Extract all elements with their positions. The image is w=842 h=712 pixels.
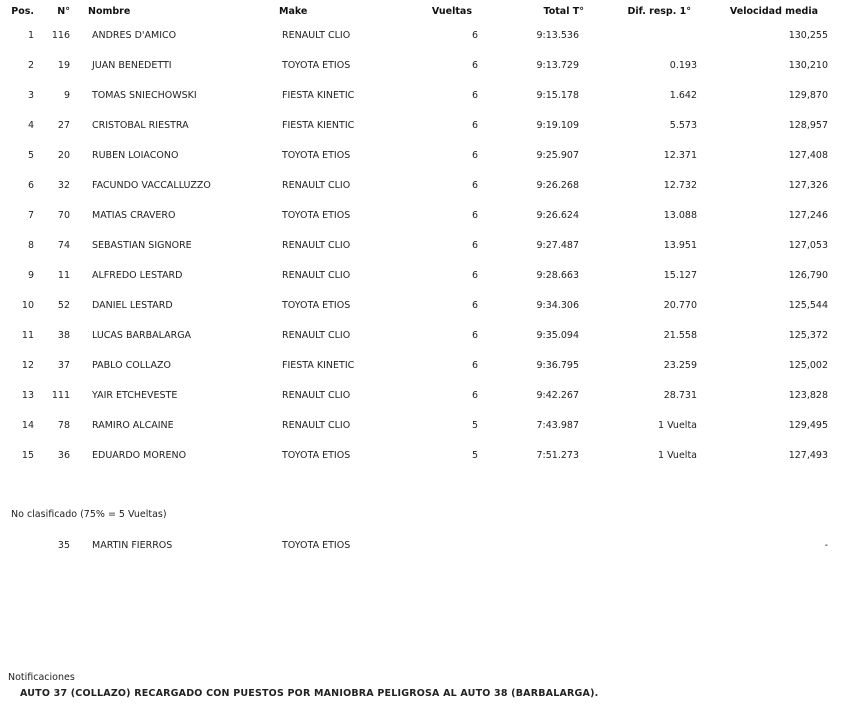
header-name: Nombre — [88, 6, 131, 17]
table-row — [0, 89, 842, 103]
cell-laps: 6 — [471, 240, 478, 251]
cell-dif: 12.371 — [663, 150, 697, 161]
cell-dif: 1.642 — [669, 90, 697, 101]
cell-name: MARTIN FIERROS — [92, 540, 173, 551]
cell-total: 9:15.178 — [536, 90, 579, 101]
table-row — [0, 209, 842, 223]
cell-pos: 8 — [27, 240, 34, 251]
cell-make: RENAULT CLIO — [282, 270, 351, 281]
cell-vel: 130,255 — [788, 30, 828, 41]
cell-num: 78 — [57, 420, 70, 431]
cell-laps: 5 — [471, 420, 478, 431]
cell-make: TOYOTA ETIOS — [282, 540, 351, 551]
cell-num: 111 — [51, 390, 70, 401]
cell-total: 7:43.987 — [536, 420, 579, 431]
cell-name: PABLO COLLAZO — [92, 360, 171, 371]
cell-total: 9:13.536 — [536, 30, 579, 41]
cell-num: 52 — [57, 300, 70, 311]
cell-pos: 13 — [21, 390, 34, 401]
cell-laps: 6 — [471, 60, 478, 71]
cell-name: CRISTOBAL RIESTRA — [92, 120, 189, 131]
header-laps: Vueltas — [431, 6, 472, 17]
cell-pos: 2 — [27, 60, 34, 71]
cell-vel: 128,957 — [788, 120, 828, 131]
cell-make: TOYOTA ETIOS — [282, 450, 351, 461]
cell-name: JUAN BENEDETTI — [92, 60, 172, 71]
header-dif: Dif. resp. 1° — [627, 6, 691, 17]
table-row — [0, 149, 842, 163]
cell-name: ANDRES D'AMICO — [92, 30, 177, 41]
cell-make: TOYOTA ETIOS — [282, 210, 351, 221]
not-classified-label: No clasificado (75% = 5 Vueltas) — [11, 509, 167, 520]
cell-vel: 123,828 — [788, 390, 828, 401]
cell-vel: 127,326 — [788, 180, 828, 191]
cell-num: 32 — [57, 180, 70, 191]
cell-dif: 1 Vuelta — [658, 450, 697, 461]
table-row — [0, 269, 842, 283]
cell-laps: 6 — [471, 120, 478, 131]
cell-dif: 1 Vuelta — [658, 420, 697, 431]
cell-vel: - — [824, 540, 828, 551]
cell-dif: 21.558 — [663, 330, 697, 341]
cell-num: 38 — [57, 330, 70, 341]
cell-name: LUCAS BARBALARGA — [92, 330, 192, 341]
cell-vel: 130,210 — [788, 60, 828, 71]
cell-total: 9:13.729 — [536, 60, 579, 71]
cell-name: EDUARDO MORENO — [92, 450, 187, 461]
header-total: Total T° — [543, 6, 584, 17]
cell-num: 36 — [57, 450, 70, 461]
cell-laps: 6 — [471, 90, 478, 101]
results-header-row — [0, 5, 842, 19]
cell-make: RENAULT CLIO — [282, 330, 351, 341]
cell-laps: 6 — [471, 30, 478, 41]
cell-total: 9:34.306 — [536, 300, 579, 311]
cell-laps: 6 — [471, 210, 478, 221]
cell-name: TOMAS SNIECHOWSKI — [92, 90, 197, 101]
cell-num: 19 — [57, 60, 70, 71]
cell-vel: 126,790 — [788, 270, 828, 281]
cell-laps: 6 — [471, 180, 478, 191]
cell-dif: 28.731 — [663, 390, 697, 401]
cell-laps: 6 — [471, 150, 478, 161]
cell-total: 9:27.487 — [536, 240, 579, 251]
cell-pos: 5 — [27, 150, 34, 161]
cell-laps: 6 — [471, 390, 478, 401]
cell-vel: 125,544 — [788, 300, 828, 311]
cell-dif: 15.127 — [663, 270, 697, 281]
cell-laps: 6 — [471, 330, 478, 341]
cell-name: YAIR ETCHEVESTE — [92, 390, 178, 401]
cell-pos: 6 — [27, 180, 34, 191]
cell-make: FIESTA KINETIC — [282, 90, 355, 101]
cell-pos: 9 — [27, 270, 34, 281]
cell-dif: 13.951 — [663, 240, 697, 251]
table-row — [0, 29, 842, 43]
cell-pos: 1 — [27, 30, 34, 41]
table-row — [0, 419, 842, 433]
cell-vel: 127,493 — [788, 450, 828, 461]
cell-vel: 127,053 — [788, 240, 828, 251]
cell-pos: 7 — [27, 210, 34, 221]
cell-vel: 127,246 — [788, 210, 828, 221]
table-row — [0, 329, 842, 343]
cell-pos: 11 — [21, 330, 34, 341]
table-row — [0, 119, 842, 133]
cell-dif: 13.088 — [663, 210, 697, 221]
cell-vel: 129,870 — [788, 90, 828, 101]
cell-pos: 3 — [27, 90, 34, 101]
cell-pos: 12 — [21, 360, 34, 371]
cell-total: 7:51.273 — [536, 450, 579, 461]
cell-name: RAMIRO ALCAINE — [92, 420, 174, 431]
cell-dif: 12.732 — [663, 180, 697, 191]
cell-name: MATIAS CRAVERO — [92, 210, 176, 221]
cell-total: 9:42.267 — [536, 390, 579, 401]
cell-make: RENAULT CLIO — [282, 30, 351, 41]
cell-make: RENAULT CLIO — [282, 180, 351, 191]
cell-pos: 10 — [21, 300, 34, 311]
cell-num: 116 — [51, 30, 70, 41]
cell-dif: 23.259 — [663, 360, 697, 371]
cell-make: TOYOTA ETIOS — [282, 60, 351, 71]
cell-total: 9:25.907 — [536, 150, 579, 161]
cell-total: 9:19.109 — [536, 120, 579, 131]
cell-total: 9:26.268 — [536, 180, 579, 191]
cell-vel: 129,495 — [788, 420, 828, 431]
cell-laps: 6 — [471, 270, 478, 281]
cell-name: SEBASTIAN SIGNORE — [92, 240, 192, 251]
cell-num: 35 — [57, 540, 70, 551]
cell-num: 27 — [57, 120, 70, 131]
cell-make: RENAULT CLIO — [282, 240, 351, 251]
cell-laps: 6 — [471, 300, 478, 311]
cell-make: TOYOTA ETIOS — [282, 150, 351, 161]
table-row — [0, 539, 842, 553]
table-row — [0, 59, 842, 73]
notification-text: AUTO 37 (COLLAZO) RECARGADO CON PUESTOS POR MANIOBRA PELIGROSA AL AUTO 38 (BARBALARGA). — [20, 688, 599, 699]
cell-make: TOYOTA ETIOS — [282, 300, 351, 311]
header-vel: Velocidad media — [729, 6, 818, 17]
notifications-label: Notificaciones — [8, 672, 75, 683]
cell-num: 74 — [57, 240, 70, 251]
cell-num: 20 — [57, 150, 70, 161]
cell-laps: 6 — [471, 360, 478, 371]
cell-dif: 20.770 — [663, 300, 697, 311]
header-make: Make — [279, 6, 308, 17]
table-row — [0, 389, 842, 403]
cell-make: RENAULT CLIO — [282, 420, 351, 431]
cell-total: 9:35.094 — [536, 330, 579, 341]
table-row — [0, 179, 842, 193]
cell-num: 37 — [57, 360, 70, 371]
cell-num: 9 — [63, 90, 70, 101]
cell-name: ALFREDO LESTARD — [92, 270, 183, 281]
cell-pos: 14 — [21, 420, 34, 431]
cell-vel: 125,002 — [788, 360, 828, 371]
cell-make: RENAULT CLIO — [282, 390, 351, 401]
cell-make: FIESTA KINETIC — [282, 360, 355, 371]
cell-vel: 125,372 — [788, 330, 828, 341]
header-pos: Pos. — [11, 6, 34, 17]
header-num: N° — [57, 6, 70, 17]
cell-vel: 127,408 — [788, 150, 828, 161]
cell-make: FIESTA KIENTIC — [282, 120, 355, 131]
cell-name: FACUNDO VACCALLUZZO — [92, 180, 211, 191]
cell-pos: 4 — [27, 120, 34, 131]
table-row — [0, 239, 842, 253]
cell-laps: 5 — [471, 450, 478, 461]
table-row — [0, 359, 842, 373]
cell-name: DANIEL LESTARD — [92, 300, 173, 311]
cell-num: 11 — [57, 270, 70, 281]
cell-dif: 5.573 — [669, 120, 697, 131]
cell-num: 70 — [57, 210, 70, 221]
cell-total: 9:36.795 — [536, 360, 579, 371]
cell-name: RUBEN LOIACONO — [92, 150, 179, 161]
cell-total: 9:28.663 — [536, 270, 579, 281]
cell-total: 9:26.624 — [536, 210, 579, 221]
cell-dif: 0.193 — [669, 60, 697, 71]
cell-pos: 15 — [21, 450, 34, 461]
table-row — [0, 449, 842, 463]
table-row — [0, 299, 842, 313]
